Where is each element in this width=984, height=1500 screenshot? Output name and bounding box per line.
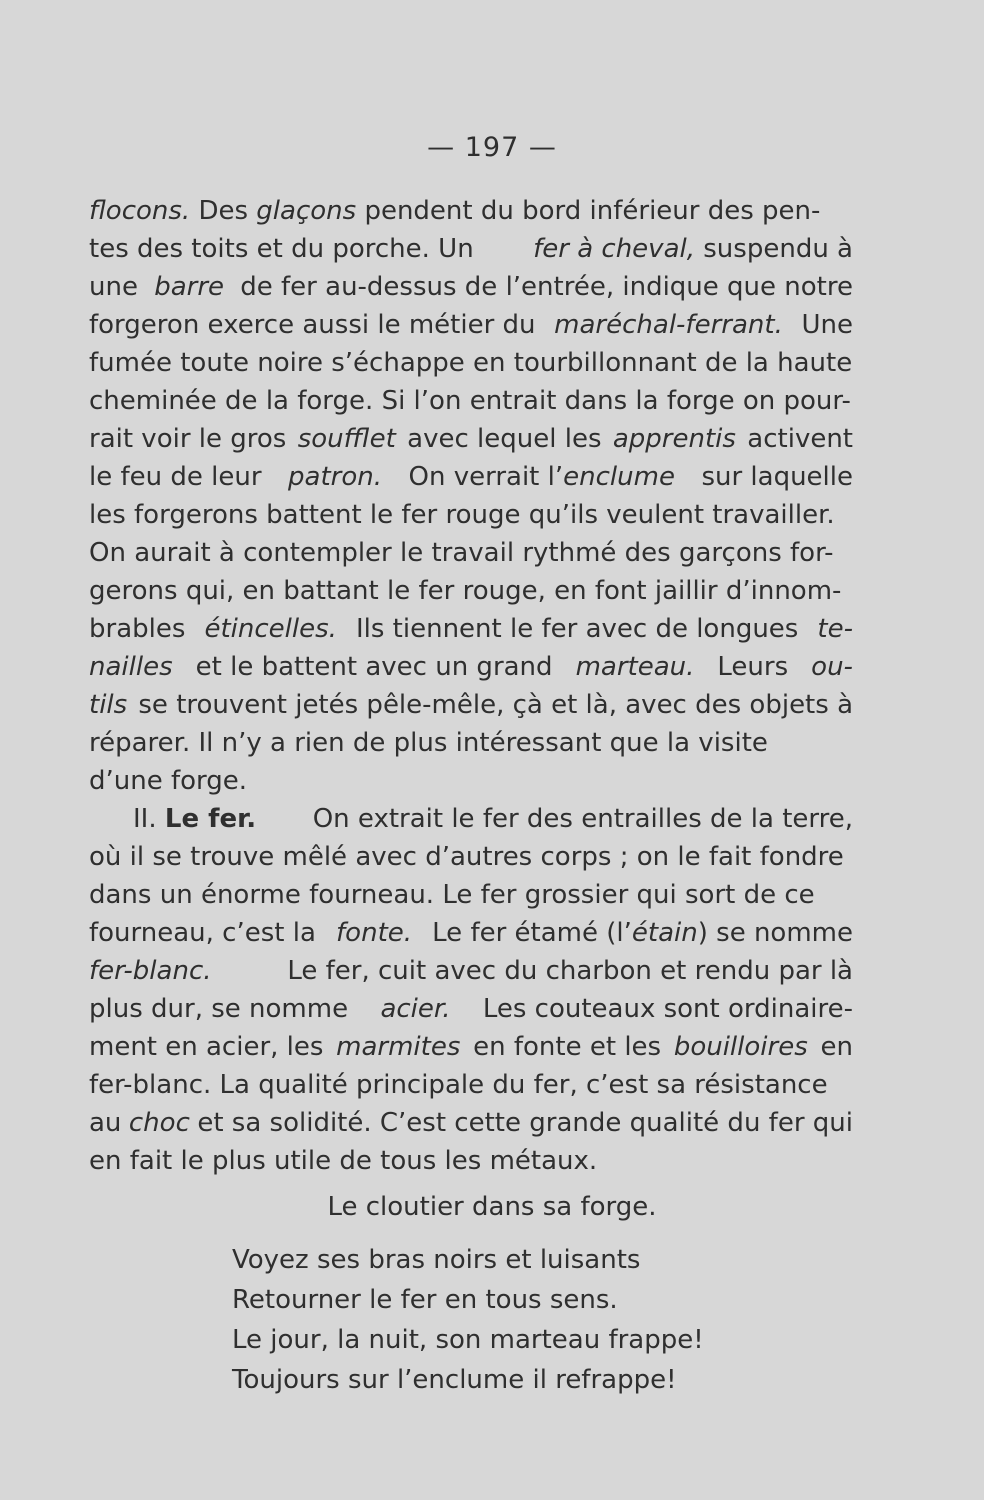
italic-term: bouilloires [673, 1032, 808, 1062]
section-heading: Le fer. [164, 804, 257, 834]
text-line: ment en acier, les marmites en fonte et les bouilloires en [89, 1028, 853, 1066]
text-line: forgeron exerce aussi le métier du maréchal-ferrant. Une [89, 306, 853, 344]
text-line: d’une forge. [89, 766, 248, 796]
section-number: II. [133, 804, 157, 834]
text-line: II. Le fer. On extrait le fer des entrailles de la terre, [133, 804, 853, 834]
text-line: fer-blanc. Le fer, cuit avec du charbon et rendu par là [89, 952, 853, 990]
italic-term: barre [154, 272, 225, 302]
italic-term: étain [631, 918, 698, 948]
italic-term: nailles [89, 652, 173, 682]
text-line: fumée toute noire s’échappe en tourbillonnant de la haute [89, 348, 853, 378]
text-line: réparer. Il n’y a rien de plus intéressant que la visite [89, 728, 768, 758]
text-line: brables étincelles. Ils tiennent le fer avec de longues te- [89, 610, 853, 648]
italic-term: étincelles. [204, 614, 337, 644]
text-line: nailles et le battent avec un grand marteau. Leurs ou- [89, 648, 853, 686]
italic-term: marteau. [575, 652, 695, 682]
italic-term: glaçons [256, 196, 357, 226]
italic-term: choc [128, 1108, 190, 1138]
text-line: plus dur, se nomme acier. Les couteaux sont ordinaire- [89, 990, 853, 1028]
poem-line: Toujours sur l’enclume il refrappe! [232, 1365, 677, 1395]
text-line: dans un énorme fourneau. Le fer grossier qui sort de ce [89, 880, 815, 910]
text-line: cheminée de la forge. Si l’on entrait dans la forge on pour- [89, 386, 851, 416]
italic-term: fer-blanc. [89, 956, 212, 986]
poem-title: Le cloutier dans sa forge. [327, 1192, 657, 1222]
italic-term: acier. [380, 994, 451, 1024]
italic-term: flocons. [89, 196, 191, 226]
text-line: en fait le plus utile de tous les métaux. [89, 1146, 598, 1176]
text-line: On aurait à contempler le travail rythmé des garçons for- [89, 538, 834, 568]
poem-line: Retourner le fer en tous sens. [232, 1285, 618, 1315]
italic-term: enclume [563, 462, 675, 492]
poem-line: Le jour, la nuit, son marteau frappe! [232, 1325, 704, 1355]
text-line: où il se trouve mêlé avec d’autres corps ; on le fait fondre [89, 842, 844, 872]
italic-term: fer à cheval, [533, 234, 695, 264]
text-line: fourneau, c’est la fonte. Le fer étamé (l’étain) se nomme [89, 914, 853, 952]
text-line: les forgerons battent le fer rouge qu’ils veulent travailler. [89, 500, 835, 530]
page-number: — 197 — [427, 132, 557, 163]
italic-term: fonte. [336, 918, 413, 948]
text-line: fer-blanc. La qualité principale du fer, c’est sa résistance [89, 1070, 828, 1100]
text-line: tils se trouvent jetés pêle-mêle, çà et là, avec des objets à [89, 686, 853, 724]
text-line: tes des toits et du porche. Un fer à cheval, suspendu à [89, 234, 853, 264]
poem-line: Voyez ses bras noirs et luisants [232, 1245, 641, 1275]
text-line: une barre de fer au-dessus de l’entrée, indique que notre [89, 268, 853, 306]
text-line: flocons. Des glaçons pendent du bord inférieur des pen- [89, 196, 821, 226]
poem-stanza [232, 1240, 704, 1400]
text-line: le feu de leur patron. On verrait l’enclume sur laquelle [89, 458, 853, 496]
text-line: gerons qui, en battant le fer rouge, en font jaillir d’innom- [89, 576, 842, 606]
text-line: au choc et sa solidité. C’est cette grande qualité du fer qui [89, 1104, 853, 1142]
italic-term: ou- [811, 652, 853, 682]
body-text [89, 192, 853, 1180]
italic-term: te- [817, 614, 853, 644]
italic-term: apprentis [612, 424, 736, 454]
italic-term: maréchal-ferrant. [554, 310, 783, 340]
italic-term: soufflet [297, 424, 396, 454]
text-line: rait voir le gros soufflet avec lequel les apprentis activent [89, 420, 853, 458]
italic-term: marmites [336, 1032, 461, 1062]
italic-term: tils [89, 690, 128, 720]
italic-term: patron. [288, 462, 383, 492]
